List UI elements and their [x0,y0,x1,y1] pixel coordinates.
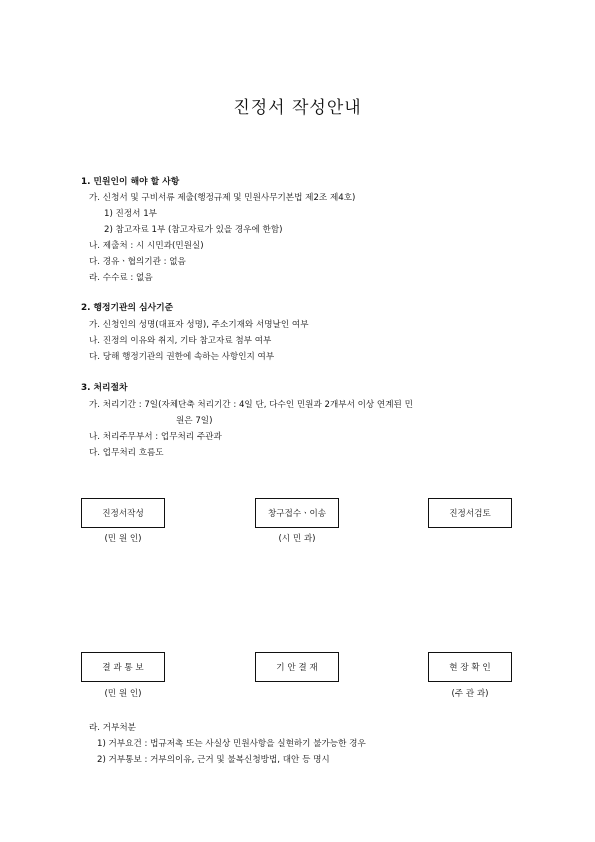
flow-box-petition-review: 진정서검토 [428,498,512,528]
refusal-heading: 라. 거부처분 [89,723,136,733]
section-1-sub-2: 2) 참고자료 1부 (참고자료가 있을 경우에 한함) [104,225,283,235]
section-3-item-ga-line-2: 원은 7일) [176,416,213,426]
flow-box-petition-writing: 진정서작성 [81,498,165,528]
flow-box-site-check: 현 장 확 인 [428,652,512,682]
section-2-item-na: 나. 진정의 이유와 취지, 기타 참고자료 첨부 여부 [89,336,272,346]
flow-caption-managing-division: (주 관 과) [451,689,489,699]
page-title: 진정서 작성안내 [233,98,362,118]
flow-caption-petitioner: (민 원 인) [104,534,142,544]
flow-box-draft-approval: 기 안 결 재 [255,652,339,682]
flow-box-reception-transfer: 창구접수ㆍ이송 [255,498,339,528]
flow-caption-citizen-division: (시 민 과) [278,534,316,544]
flow-caption-petitioner-2: (민 원 인) [104,689,142,699]
section-1-item-da: 다. 경유ㆍ협의기관 : 없음 [89,257,186,267]
section-1-item-ga: 가. 신청서 및 구비서류 제출(행정규제 및 민원사무기본법 제2조 제4호) [89,193,356,203]
section-1-sub-1: 1) 진정서 1부 [104,209,157,219]
section-2-item-ga: 가. 신청인의 성명(대표자 성명), 주소기재와 서명날인 여부 [89,320,309,330]
refusal-item-1: 1) 거부요건 : 법규저촉 또는 사실상 민원사항을 실현하기 불가능한 경우 [97,739,366,749]
section-1-item-na: 나. 제출처 : 시 시민과(민원실) [89,241,204,251]
section-3-heading: 3. 처리절차 [81,383,128,393]
flow-box-result-notice: 결 과 통 보 [81,652,165,682]
section-2-item-da: 다. 당해 행정기관의 권한에 속하는 사항인지 여부 [89,352,275,362]
section-2-heading: 2. 행정기관의 심사기준 [81,303,174,313]
section-3-item-na: 나. 처리주무부서 : 업무처리 주관과 [89,432,222,442]
section-1-item-ra: 라. 수수료 : 없음 [89,273,153,283]
section-1-heading: 1. 민원인이 해야 할 사항 [81,177,180,187]
section-3-item-da: 다. 업무처리 흐름도 [89,448,164,458]
section-3-item-ga-line-1: 가. 처리기간 : 7일(자체단축 처리기간 : 4일 단, 다수인 민원과 2개부서 이상 연계된 민 [89,400,413,410]
refusal-item-2: 2) 거부통보 : 거부의이유, 근거 및 불복신청방법, 대안 등 명시 [97,755,330,765]
